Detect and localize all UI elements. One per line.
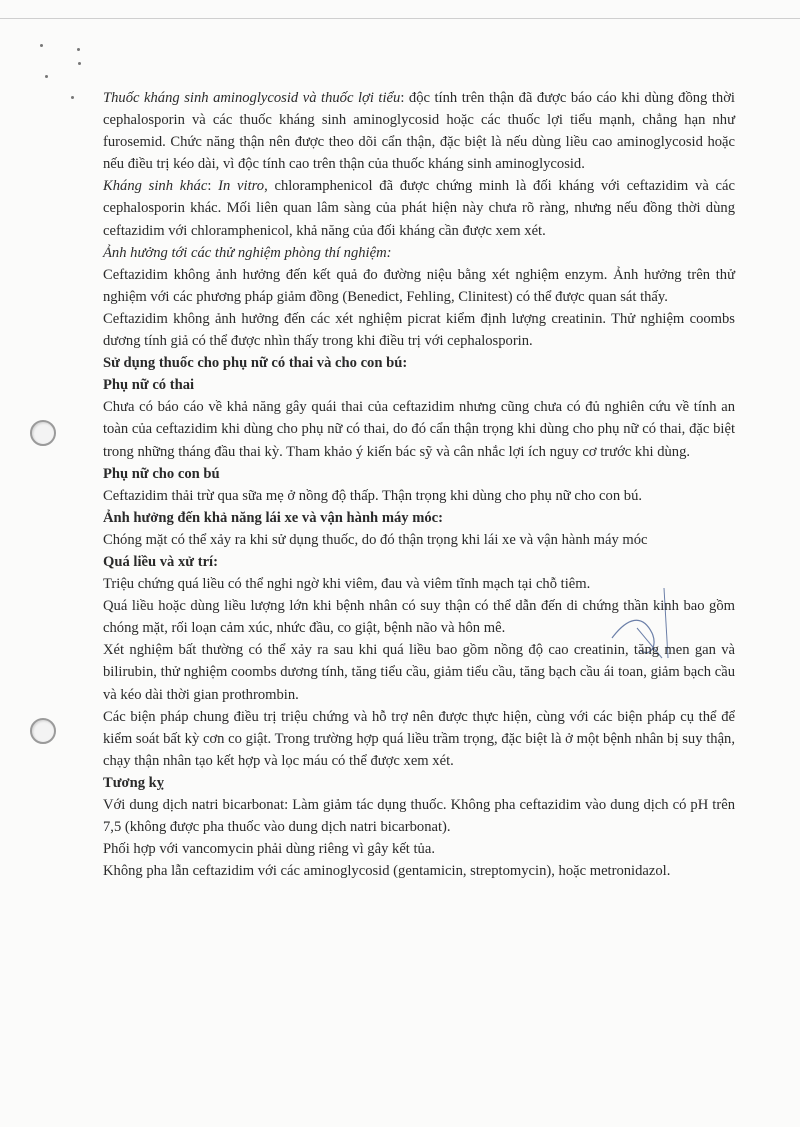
scan-speck: [40, 44, 43, 47]
italic-lead: Kháng sinh khác: [103, 178, 208, 195]
paragraph-overdose-2: Quá liều hoặc dùng liều lượng lớn khi bệnh nhân có suy thận có thể dẫn đến di chứng thần kinh bao gồm chóng mặt, rối loạn cảm xúc, nhức đầu, co giật, bệnh não và hôn mê.: [103, 598, 735, 637]
lab-tests-heading: Ảnh hưởng tới các thử nghiệm phòng thí nghiệm:: [103, 244, 392, 261]
separator: :: [207, 178, 219, 195]
paragraph-driving: Chóng mặt có thể xảy ra khi sử dụng thuốc, do đó thận trọng khi lái xe và vận hành máy móc: [103, 531, 648, 548]
paragraph-lab-glucose: Ceftazidim không ảnh hưởng đến kết quả đo đường niệu bằng xét nghiệm enzym. Ảnh hưởng trên thử nghiệm với các phương pháp giảm đồng (Benedict, Fehling, Clinitest) có thể được quan sát thấy.: [103, 266, 735, 305]
scan-speck: [71, 96, 74, 99]
paragraph-incompat-2: Phối hợp với vancomycin phải dùng riêng vì gây kết tủa.: [103, 841, 435, 858]
paragraph-overdose-1: Triệu chứng quá liều có thể nghi ngờ khi viêm, đau và viêm tĩnh mạch tại chỗ tiêm.: [103, 576, 591, 593]
paragraph-text: : độc tính trên thận đã được báo cáo khi dùng đồng thời cephalosporin và các thuốc kháng sinh aminoglycosid hoặc các thuốc lợi tiểu mạnh, chẳng hạn như furosemid. Chức năng thận nên được theo dõi cẩn thận, đặc biệt là nếu dùng liều cao aminoglycosid hoặc nếu điều trị kéo dài, vì độc tính cao trên thận của thuốc kháng sinh aminoglycosid.: [103, 90, 735, 173]
paragraph-overdose-4: Các biện pháp chung điều trị triệu chứng và hỗ trợ nên được thực hiện, cùng với các biện pháp cụ thể để kiểm soát bất kỳ cơn co giật. Trong trường hợp quá liều trầm trọng, đặc biệt là ở một bệnh nhân bị suy thận, chạy thận nhân tạo kết hợp và lọc máu có thể được xem xét.: [103, 708, 735, 769]
paragraph-aminoglycoside: [103, 87, 735, 175]
punch-hole: [30, 718, 56, 744]
scan-speck: [78, 62, 81, 65]
paragraph-incompat-1: Với dung dịch natri bicarbonat: Làm giảm tác dụng thuốc. Không pha ceftazidim vào dung dịch có pH trên 7,5 (không được pha thuốc vào dung dịch natri bicarbonat).: [103, 797, 735, 836]
italic-term: In vitro: [218, 178, 265, 195]
scan-speck: [77, 48, 80, 51]
incompatibility-heading: Tương kỵ: [103, 774, 165, 791]
overdose-heading: Quá liều và xử trí:: [103, 553, 218, 570]
paragraph-pregnant: Chưa có báo cáo về khả năng gây quái thai của ceftazidim nhưng cũng chưa có đủ nghiên cứu về tính an toàn của ceftazidim khi dùng cho phụ nữ có thai, do đó cẩn thận trọng khi dùng cho phụ nữ có thai, đặc biệt trong những tháng đầu thai kỳ. Tham khảo ý kiến bác sỹ và cân nhắc lợi ích nguy cơ trước khi dùng.: [103, 399, 735, 460]
paragraph-overdose-3: Xét nghiệm bất thường có thể xảy ra sau khi quá liều bao gồm nồng độ cao creatinin, tăng men gan và bilirubin, thử nghiệm coombs dương tính, tăng tiểu cầu, giảm tiểu cầu, tăng bạch cầu ái toan, giảm bạch cầu và kéo dài thời gian prothrombin.: [103, 642, 735, 703]
scan-speck: [45, 75, 48, 78]
paragraph-lab-creatinine: Ceftazidim không ảnh hưởng đến các xét nghiệm picrat kiểm định lượng creatinin. Thử nghiệm coombs dương tính giả có thể được nhìn thấy trong khi điều trị với cephalosporin.: [103, 310, 735, 350]
italic-lead: Thuốc kháng sinh aminoglycosid và thuốc lợi tiểu: [103, 90, 401, 106]
paragraph-other-antibiotics: [103, 175, 735, 241]
punch-hole: [30, 420, 56, 446]
driving-heading: Ảnh hưởng đến khả năng lái xe và vận hành máy móc:: [103, 509, 444, 526]
page-top-rule: [0, 18, 800, 19]
pregnancy-lactation-heading: Sử dụng thuốc cho phụ nữ có thai và cho con bú:: [103, 355, 408, 372]
paragraph-lactation: Ceftazidim thải trừ qua sữa mẹ ở nồng độ thấp. Thận trọng khi dùng cho phụ nữ cho con bú.: [103, 487, 643, 504]
lactation-heading: Phụ nữ cho con bú: [103, 465, 220, 482]
paragraph-text: , chloramphenicol đã được chứng minh là đối kháng với ceftazidim và các cephalosporin khác. Mối liên quan lâm sàng của phát hiện này chưa rõ ràng, nhưng nếu đồng thời dùng ceftazidim với chloramphenicol, khả năng của đối kháng cần được xem xét.: [103, 178, 735, 239]
paragraph-incompat-3: Không pha lẫn ceftazidim với các aminoglycosid (gentamicin, streptomycin), hoặc metronidazol.: [103, 863, 671, 880]
document-body: [103, 87, 735, 882]
pregnant-heading: Phụ nữ có thai: [103, 377, 195, 394]
